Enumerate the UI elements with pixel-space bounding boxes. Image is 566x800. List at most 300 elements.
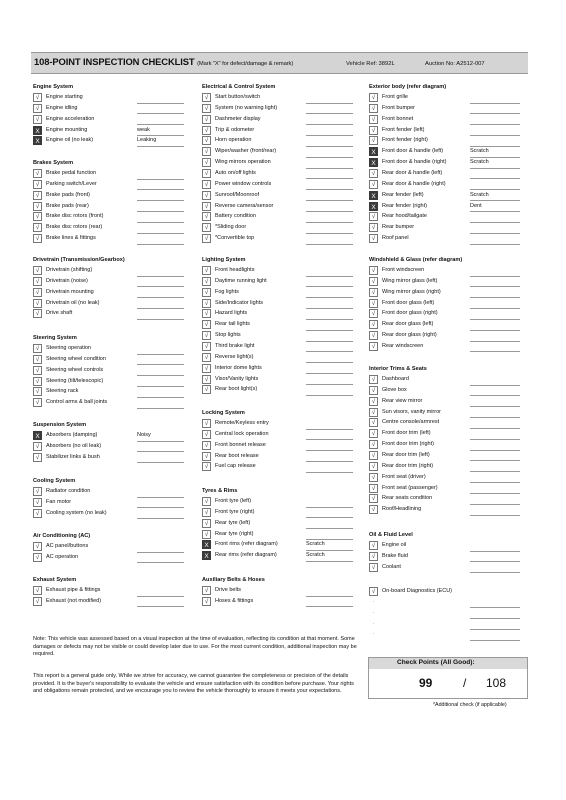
checklist-item [33,266,193,276]
check-mark-icon[interactable]: √ [369,320,378,329]
report-subtitle: (Mark "X" for defect/damage & remark) [197,61,294,67]
item-label: Interior dome lights [215,364,262,371]
checklist-item [369,115,529,125]
empty-mark-icon[interactable]: · [369,620,378,629]
checklist-item [369,541,529,551]
item-label: Rear door & handle (right) [382,180,446,187]
check-mark-icon[interactable]: √ [369,126,378,135]
item-label: Rear boot release [215,452,259,459]
check-mark-icon[interactable]: √ [202,136,211,145]
checklist-item [202,364,362,374]
checklist-item [33,344,193,354]
item-label: Steering operation [46,345,91,351]
defect-mark-icon[interactable]: X [369,191,378,200]
item-label: Parking switch/Lever [46,180,97,187]
remark-line [137,562,184,563]
item-label: AC operation [46,553,79,560]
checklist-item [202,519,362,529]
check-mark-icon[interactable]: √ [33,498,42,507]
item-label: Auto on/off lights [215,169,256,176]
item-label: Engine oil (no leak) [46,137,94,144]
check-mark-icon[interactable]: √ [369,212,378,221]
checklist-item [202,586,362,596]
check-mark-icon[interactable]: √ [202,419,211,428]
checklist-item [202,93,362,103]
check-mark-icon[interactable]: √ [369,277,378,286]
item-label: Drive belts [215,587,241,593]
check-mark-icon[interactable]: √ [33,93,42,102]
checklist-item [33,288,193,298]
check-mark-icon[interactable]: √ [33,191,42,200]
checklist-item [202,597,362,607]
item-label: Glove box [382,386,407,393]
item-label: Dashboard [382,376,409,382]
check-mark-icon[interactable]: √ [369,429,378,438]
check-mark-icon[interactable]: √ [369,375,378,384]
item-label: Steering wheel controls [46,366,104,373]
checklist-item [369,93,529,103]
remark-line [306,472,353,473]
checklist-item [369,169,529,179]
checklist-item [202,180,362,190]
check-mark-icon[interactable]: √ [33,377,42,386]
check-mark-icon[interactable]: √ [369,180,378,189]
checkpoints-box [368,657,528,699]
remark-line [306,395,353,396]
item-label: Steering wheel condition [46,355,106,362]
item-label: Rear door & handle (left) [382,169,443,176]
checklist-item [202,530,362,540]
checklist-item [369,234,529,244]
item-label: Rear tyre (right) [215,530,254,537]
check-mark-icon[interactable]: √ [202,169,211,178]
checklist-item [33,453,193,463]
item-remark: Scratch [306,541,325,548]
auction-no: Auction No: A2512-007 [425,61,485,67]
check-mark-icon[interactable]: √ [202,508,211,517]
item-label: Front headlights [215,267,255,273]
check-mark-icon[interactable]: √ [202,452,211,461]
remark-line [470,244,520,245]
section-title: Air Conditioning (AC) [33,533,91,539]
item-label: Rear door trim (right) [382,462,434,469]
defect-mark-icon[interactable]: X [369,147,378,156]
item-label: Daytime running light [215,277,267,284]
check-mark-icon[interactable]: √ [369,104,378,113]
section-title: Drivetrain (Transmission/Gearbox) [33,257,125,263]
item-label: Front fender (left) [382,126,425,133]
section-title: Suspension System [33,422,87,428]
item-label: Rear tail lights [215,321,250,328]
check-mark-icon[interactable]: √ [202,586,211,595]
checklist-item [33,277,193,287]
item-label: Roof/Headlining [382,506,422,513]
check-mark-icon[interactable]: √ [202,353,211,362]
check-mark-icon[interactable]: √ [369,440,378,449]
item-label: On-board Diagnostics (ECU) [382,588,452,594]
checklist-item [369,126,529,136]
check-mark-icon[interactable]: √ [33,442,42,451]
checklist-item [369,473,529,483]
check-mark-icon[interactable]: √ [33,202,42,211]
checklist-item [369,484,529,494]
empty-mark-icon[interactable]: · [369,598,378,607]
checklist-item [33,180,193,190]
check-mark-icon[interactable]: √ [202,430,211,439]
check-mark-icon[interactable]: √ [202,441,211,450]
check-mark-icon[interactable]: √ [202,299,211,308]
item-label: Dashmeter display [215,115,261,122]
checklist-item [369,630,529,640]
item-label: Front door trim (left) [382,430,431,437]
section-title: Exterior body (refer diagram) [369,84,447,90]
check-mark-icon[interactable]: √ [33,266,42,275]
defect-mark-icon[interactable]: X [369,158,378,167]
check-mark-icon[interactable]: √ [33,542,42,551]
check-mark-icon[interactable]: √ [202,497,211,506]
item-label: Front grille [382,94,408,100]
check-mark-icon[interactable]: √ [33,169,42,178]
check-mark-icon[interactable]: √ [202,277,211,286]
check-mark-icon[interactable]: √ [202,530,211,539]
checklist-item [202,375,362,385]
check-mark-icon[interactable]: √ [369,552,378,561]
checklist-item [33,509,193,519]
check-mark-icon[interactable]: √ [369,93,378,102]
item-label: Engine idling [46,104,78,111]
report-header [31,52,528,74]
check-mark-icon[interactable]: √ [33,586,42,595]
checklist-item [369,563,529,573]
check-mark-icon[interactable]: √ [202,147,211,156]
check-mark-icon[interactable]: √ [202,597,211,606]
checklist-item [33,309,193,319]
section-title: Steering System [33,335,77,341]
checklist-item [202,462,362,472]
item-label: Reverse camera/sensor [215,202,274,209]
checklist-item [33,234,193,244]
check-mark-icon[interactable]: √ [369,115,378,124]
empty-mark-icon[interactable]: · [369,609,378,618]
checklist-item [202,104,362,114]
check-mark-icon[interactable]: √ [33,299,42,308]
section-title: Lighting System [202,257,246,263]
checklist-item [33,487,193,497]
item-label: *Sliding door [215,224,247,231]
checklist-item [33,431,193,441]
check-mark-icon[interactable]: √ [369,408,378,417]
defect-mark-icon[interactable]: X [33,126,42,135]
check-mark-icon[interactable]: √ [202,342,211,351]
check-mark-icon[interactable]: √ [33,212,42,221]
item-label: Fan motor [46,498,72,505]
item-label: Rear bumper [382,224,415,231]
check-mark-icon[interactable]: √ [369,451,378,460]
item-label: Wiper/washer (front/rear) [215,148,277,155]
checkpoints-separator: / [463,676,467,690]
note-general-guide: This report is a general guide only. While we strive for accuracy, we cannot guarantee the completeness or precision of the details provided. It is the buyer's responsibility to evaluate the vehicle and ensure satisfaction with its condition before purchase. Your rights and obligations remain protected, and we encourage you to review the vehicle thoroughly to ensure it meets your expectations. [33,673,354,695]
item-label: Coolant [382,563,401,570]
item-label: Fog lights [215,288,239,295]
checklist-item [33,169,193,179]
check-mark-icon[interactable]: √ [369,223,378,232]
item-label: Cooling system (no leak) [46,509,107,516]
item-label: Brake disc rotors (rear) [46,224,103,231]
section-title: Locking System [202,410,245,416]
remark-line [137,319,184,320]
item-label: Rear rims (refer diagram) [215,552,277,559]
item-label: Steering (tilt/telescopic) [46,377,104,384]
item-label: Front door glass (right) [382,310,438,317]
check-mark-icon[interactable]: √ [33,398,42,407]
item-label: Exhaust (not modified) [46,597,102,604]
check-mark-icon[interactable]: √ [33,355,42,364]
check-mark-icon[interactable]: √ [369,309,378,318]
defect-mark-icon[interactable]: X [202,551,211,560]
item-label: Front rims (refer diagram) [215,541,278,548]
item-remark: Scratch [470,159,489,166]
check-mark-icon[interactable]: √ [369,563,378,572]
check-mark-icon[interactable]: √ [202,331,211,340]
checklist-item [33,126,193,136]
checklist-item [369,191,529,201]
item-label: Front seat (passenger) [382,484,438,491]
checklist-item [33,191,193,201]
vehicle-ref: Vehicle Ref: 3892L [346,61,395,67]
item-label: Battery condition [215,213,256,220]
check-mark-icon[interactable]: √ [202,288,211,297]
defect-mark-icon[interactable]: X [33,431,42,440]
remark-line [306,561,353,562]
checklist-item [202,288,362,298]
remark-line [137,518,184,519]
checklist-item [369,494,529,504]
checklist-item [369,320,529,330]
item-label: Brake pads (rear) [46,202,89,209]
item-label: Engine mounting [46,126,88,133]
check-mark-icon[interactable]: √ [202,385,211,394]
item-label: Rear door trim (left) [382,451,430,458]
checklist-item [202,169,362,179]
check-mark-icon[interactable]: √ [202,309,211,318]
check-mark-icon[interactable]: √ [369,299,378,308]
check-mark-icon[interactable]: √ [33,509,42,518]
item-label: Front door glass (left) [382,299,435,306]
item-label: Brake pedal function [46,170,97,176]
check-mark-icon[interactable]: √ [33,344,42,353]
item-label: Central lock operation [215,430,269,437]
checklist-item [369,309,529,319]
checklist-item [33,553,193,563]
check-mark-icon[interactable]: √ [369,234,378,243]
item-label: Rear boot light(s) [215,386,258,393]
item-label: Rear door glass (left) [382,321,434,328]
check-mark-icon[interactable]: √ [202,364,211,373]
checkpoints-good: 99 [419,676,433,690]
item-label: System (no warning light) [215,104,278,111]
check-mark-icon[interactable]: √ [369,288,378,297]
remark-line [137,606,184,607]
check-mark-icon[interactable]: √ [369,266,378,275]
checklist-item [33,597,193,607]
checklist-item [202,441,362,451]
check-mark-icon[interactable]: √ [202,266,211,275]
item-label: Engine starting [46,94,83,100]
item-label: Drivetrain oil (no leak) [46,299,100,306]
remark-line [470,640,520,641]
check-mark-icon[interactable]: √ [33,180,42,189]
item-label: Wing mirrors operation [215,159,271,166]
item-label: Engine oil [382,542,407,548]
checklist-item [202,452,362,462]
check-mark-icon[interactable]: √ [369,587,378,596]
check-mark-icon[interactable]: √ [33,309,42,318]
checklist-item [202,551,362,561]
check-mark-icon[interactable]: √ [33,277,42,286]
section-title: Exhaust System [33,577,77,583]
checklist-item [369,505,529,515]
check-mark-icon[interactable]: √ [202,320,211,329]
remark-line [306,606,353,607]
check-mark-icon[interactable]: √ [202,202,211,211]
checklist-item [202,508,362,518]
check-mark-icon[interactable]: √ [33,115,42,124]
check-mark-icon[interactable]: √ [202,462,211,471]
checklist-item [33,586,193,596]
check-mark-icon[interactable]: √ [33,288,42,297]
check-mark-icon[interactable]: √ [33,104,42,113]
checklist-item [33,136,193,146]
check-mark-icon[interactable]: √ [202,115,211,124]
checklist-item [369,342,529,352]
checkpoints-header [369,658,527,669]
check-mark-icon[interactable]: √ [202,375,211,384]
item-label: Drivetrain (noise) [46,277,88,284]
item-label: Roof panel [382,235,409,242]
check-mark-icon[interactable]: √ [202,223,211,232]
checklist-item [369,158,529,168]
check-mark-icon[interactable]: √ [202,519,211,528]
check-mark-icon[interactable]: √ [369,169,378,178]
remark-line [137,244,184,245]
item-label: Front windscreen [382,267,425,273]
check-mark-icon[interactable]: √ [202,158,211,167]
check-mark-icon[interactable]: √ [33,597,42,606]
item-remark: Scratch [470,148,489,155]
item-label: Sun visors, vanity mirror [382,408,441,415]
check-mark-icon[interactable]: √ [202,212,211,221]
check-mark-icon[interactable]: √ [33,487,42,496]
checklist-item [202,158,362,168]
checklist-item [33,542,193,552]
item-label: Front bonnet [382,115,414,122]
section-title: Auxiliary Belts & Hoses [202,577,265,583]
checklist-item [202,277,362,287]
check-mark-icon[interactable]: √ [369,462,378,471]
item-label: Control arms & ball joints [46,399,108,406]
checklist-item [33,212,193,222]
section-title: Oil & Fluid Level [369,532,413,538]
item-label: Reverse light(s) [215,353,254,360]
item-remark: Scratch [306,552,325,559]
checklist-item [369,462,529,472]
item-remark: Scratch [470,191,489,198]
item-label: Wing mirror glass (right) [382,288,441,295]
item-label: Rear tyre (left) [215,519,251,526]
checklist-item [33,442,193,452]
check-mark-icon[interactable]: √ [202,93,211,102]
check-mark-icon[interactable]: √ [33,366,42,375]
item-label: Rear fender (right) [382,202,427,209]
check-mark-icon[interactable]: √ [202,234,211,243]
checklist-item [33,104,193,114]
item-label: Hoses & fittings [215,597,254,604]
item-label: Front tyre (left) [215,498,252,504]
check-mark-icon[interactable]: √ [33,387,42,396]
checklist-item [33,366,193,376]
checklist-item [33,398,193,408]
item-label: AC panel/buttons [46,543,89,549]
check-mark-icon[interactable]: √ [202,126,211,135]
checklist-item [202,342,362,352]
section-title: Engine System [33,84,74,90]
checklist-item [202,191,362,201]
item-label: Front bumper [382,104,416,111]
checklist-item [369,386,529,396]
check-mark-icon[interactable]: √ [202,191,211,200]
item-label: Wing mirror glass (left) [382,277,438,284]
check-mark-icon[interactable]: √ [369,494,378,503]
check-mark-icon[interactable]: √ [369,505,378,514]
defect-mark-icon[interactable]: X [369,202,378,211]
checklist-item [369,598,529,608]
check-mark-icon[interactable]: √ [202,180,211,189]
check-mark-icon[interactable]: √ [369,397,378,406]
item-label: Visor/Vanity lights [215,375,259,382]
checklist-item [369,620,529,630]
defect-mark-icon[interactable]: X [202,540,211,549]
checklist-item [33,299,193,309]
check-mark-icon[interactable]: √ [369,331,378,340]
check-mark-icon[interactable]: √ [33,223,42,232]
check-mark-icon[interactable]: √ [369,541,378,550]
checklist-item [369,552,529,562]
empty-mark-icon[interactable]: · [369,630,378,639]
defect-mark-icon[interactable]: X [33,136,42,145]
check-mark-icon[interactable]: √ [202,104,211,113]
checklist-item [202,309,362,319]
check-mark-icon[interactable]: √ [33,234,42,243]
check-mark-icon[interactable]: √ [369,484,378,493]
check-mark-icon[interactable]: √ [369,342,378,351]
item-label: Front tyre (right) [215,508,255,515]
item-label: Rear hood/tailgate [382,213,427,220]
check-mark-icon[interactable]: √ [369,418,378,427]
checklist-item [369,451,529,461]
checklist-item [369,397,529,407]
check-mark-icon[interactable]: √ [33,453,42,462]
report-title: 108-POINT INSPECTION CHECKLIST (Mark "X" for defect/damage & remark) [34,56,294,67]
checklist-item [202,202,362,212]
check-mark-icon[interactable]: √ [369,473,378,482]
check-mark-icon[interactable]: √ [369,136,378,145]
check-mark-icon[interactable]: √ [369,386,378,395]
section-title: Brakes System [33,160,74,166]
checklist-item [202,299,362,309]
item-label: Rear fender (left) [382,191,424,198]
check-mark-icon[interactable]: √ [33,553,42,562]
additional-check-footnote: *Additional check (if applicable) [433,702,507,708]
